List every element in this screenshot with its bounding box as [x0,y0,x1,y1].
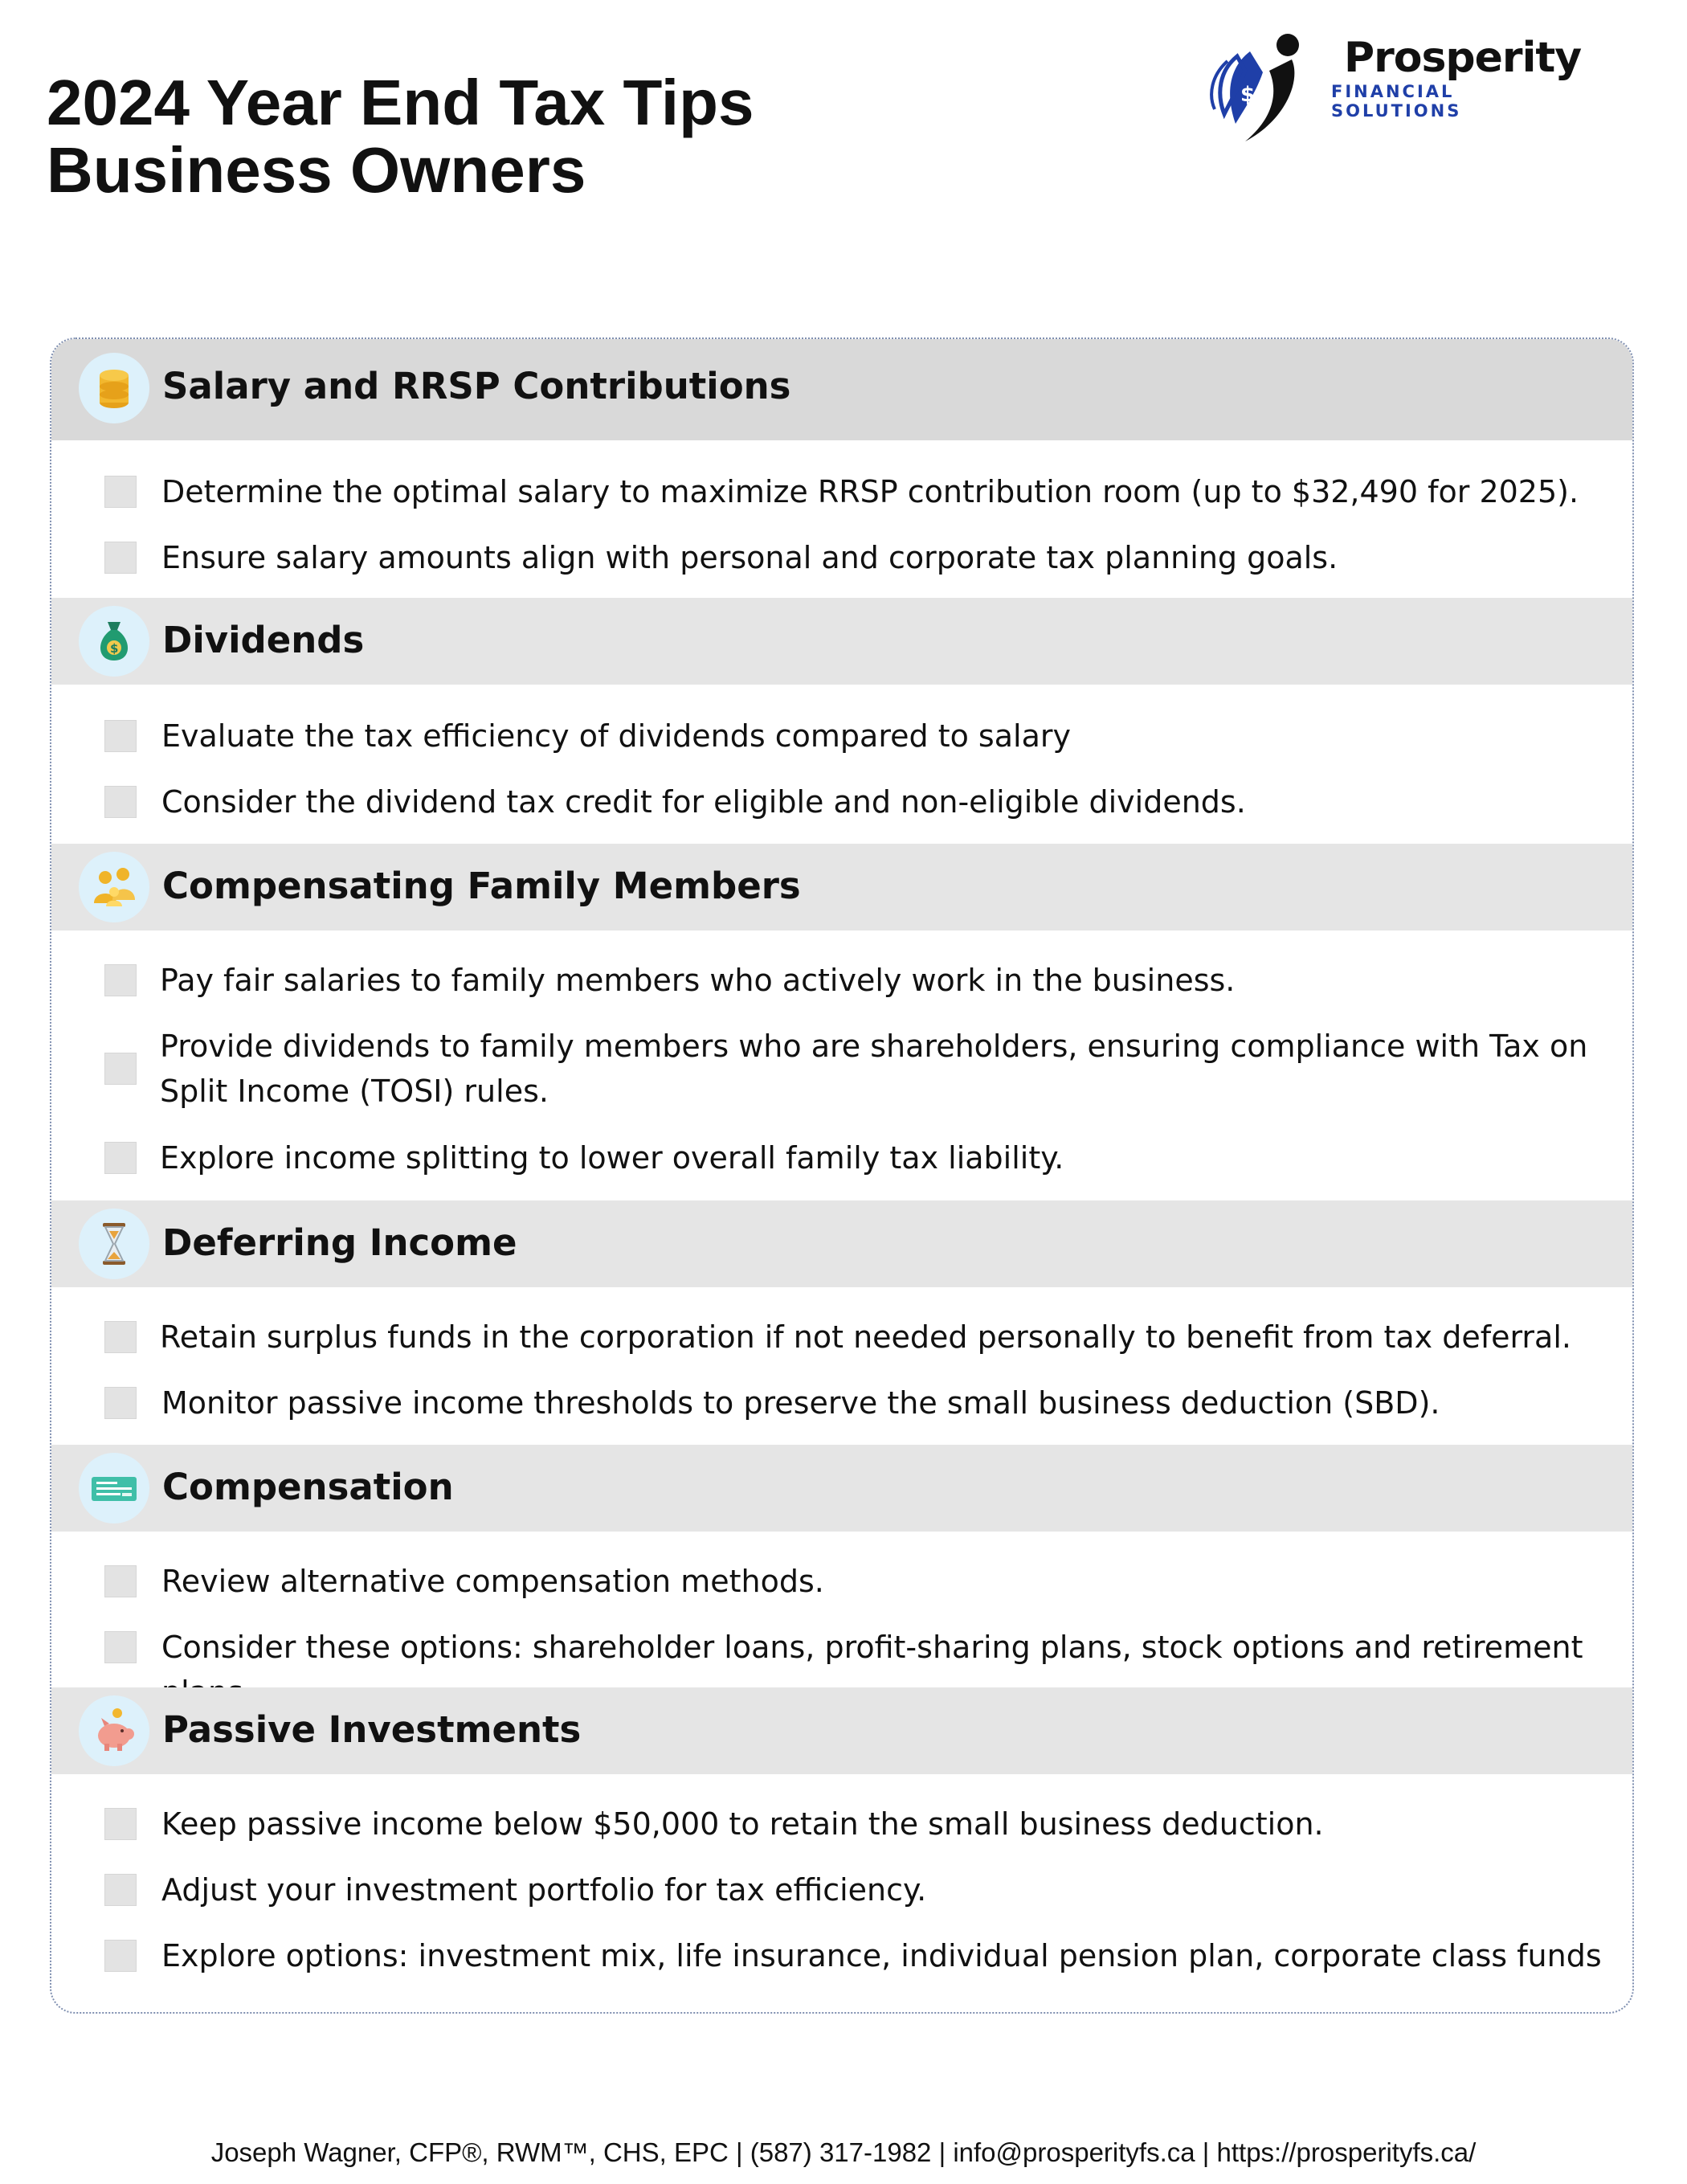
checklist-item-text: Adjust your investment portfolio for tax efficiency. [161,1872,927,1908]
family-icon [90,863,138,911]
footer-contact: Joseph Wagner, CFP®, RWM™, CHS, EPC | (587) 317-1982 | info@prosperityfs.ca | https://prosperityfs.ca/ [210,2137,1477,2167]
section-title-dividends: Dividends [162,619,365,661]
checkbox[interactable] [104,1631,137,1663]
cheque-icon-badge [79,1453,149,1523]
checkbox[interactable] [104,964,137,996]
piggy-bank-icon [90,1707,138,1755]
checkbox[interactable] [104,542,137,574]
logo-subtitle: FINANCIAL SOLUTIONS [1331,82,1462,121]
checkbox[interactable] [104,1808,137,1840]
money-bag-icon-badge [79,606,149,677]
section-title-salary-rrsp: Salary and RRSP Contributions [162,365,791,407]
title-line-2: Business Owners [47,134,586,206]
section-header-deferring-income [51,1200,1632,1287]
money-bag-icon [90,617,138,665]
checklist-item-text: Consider these options: shareholder loans, profit-sharing plans, stock options and retirement [161,1630,1583,1665]
checkbox[interactable] [104,1940,137,1972]
company-logo [1189,24,1582,153]
logo-mark-icon [1189,24,1342,153]
coins-icon [90,364,138,412]
checkbox[interactable] [104,1565,137,1597]
section-header-dividends [51,598,1632,685]
checkbox[interactable] [104,1321,137,1353]
svg-text:$: $ [1240,83,1256,107]
checklist-item-text: Determine the optimal salary to maximize RRSP contribution room (up to $32,490 for 2025). [161,474,1579,509]
checklist-item-text: Consider the dividend tax credit for eligible and non-eligible dividends. [161,784,1246,820]
hourglass-icon-badge [79,1209,149,1279]
checklist-item-text: Pay fair salaries to family members who actively work in the business. [160,963,1236,998]
checkbox[interactable] [104,1142,137,1174]
checklist-item-text: Keep passive income below $50,000 to retain the small business deduction. [161,1806,1324,1842]
checklist-item-text: Explore income splitting to lower overall family tax liability. [160,1140,1064,1176]
svg-text:$: $ [110,641,119,656]
checkbox[interactable] [104,1874,137,1906]
checklist-item-text: Ensure salary amounts align with personal and corporate tax planning goals. [161,540,1338,575]
section-title-family-members: Compensating Family Members [162,865,801,907]
coins-icon-badge [79,353,149,423]
section-header-passive-investments [51,1687,1632,1774]
checkbox[interactable] [104,720,137,752]
section-header-family-members [51,844,1632,930]
title-line-1: 2024 Year End Tax Tips [47,67,754,138]
checklist-item-text: Monitor passive income thresholds to preserve the small business deduction (SBD). [161,1385,1440,1421]
checkbox[interactable] [104,786,137,818]
logo-name: Prosperity [1344,34,1582,82]
section-header-compensation [51,1445,1632,1532]
checklist-item-text: Provide dividends to family members who are shareholders, ensuring compliance with Tax on Split Income (TOSI) rules. [160,1029,1588,1109]
checkbox[interactable] [104,1387,137,1419]
checkbox[interactable] [104,1053,137,1085]
family-icon-badge [79,852,149,922]
section-title-deferring-income: Deferring Income [162,1221,517,1264]
page-title [47,69,754,204]
checkbox[interactable] [104,476,137,508]
piggy-bank-icon-badge [79,1695,149,1766]
hourglass-icon [90,1220,138,1268]
section-header-salary-rrsp [51,339,1632,440]
checklist-card [50,337,1634,2014]
checklist-item-text: Explore options: investment mix, life insurance, individual pension plan, corporate class funds [161,1938,1602,1973]
checklist-item-text: Evaluate the tax efficiency of dividends compared to salary [161,718,1071,754]
section-title-passive-investments: Passive Investments [162,1708,582,1751]
checklist-item-text: Retain surplus funds in the corporation if not needed personally to benefit from tax deferral. [160,1319,1571,1355]
checklist-item-text: Review alternative compensation methods. [161,1564,824,1599]
cheque-icon [90,1464,138,1512]
section-title-compensation: Compensation [162,1466,454,1508]
